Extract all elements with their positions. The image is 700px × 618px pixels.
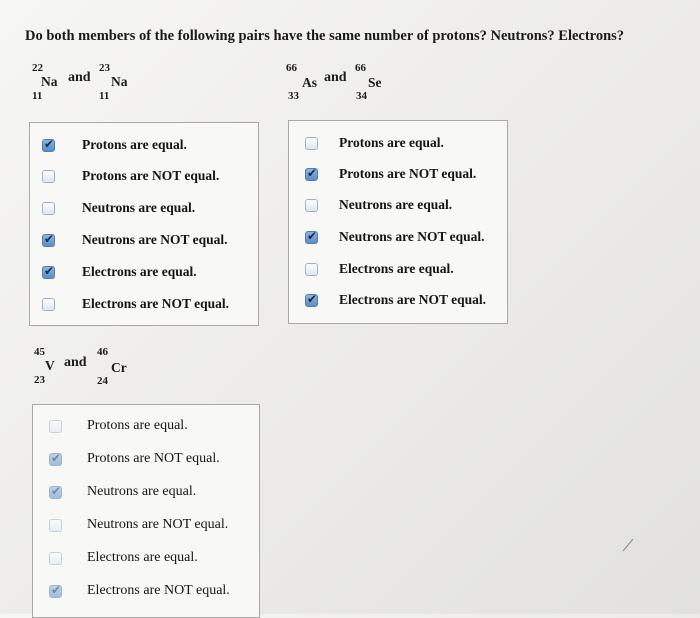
pair-2-connector: and (324, 70, 347, 85)
pair-1-label-2: Protons are NOT equal. (82, 168, 220, 183)
checkmark-icon: ✔ (51, 484, 62, 498)
pair-1-right-mass: 23 (99, 62, 110, 74)
checkmark-icon: ✔ (44, 264, 55, 278)
pair-2-answer-box (288, 120, 508, 324)
pair-1-option-1[interactable] (30, 136, 258, 156)
pair-3-option-2[interactable] (33, 450, 259, 470)
pair-1-option-5[interactable] (30, 263, 258, 283)
pair-2-checkbox-1[interactable] (305, 137, 318, 150)
pair-2-label-2: Protons are NOT equal. (339, 166, 477, 181)
pair-2-checkbox-3[interactable] (305, 199, 318, 212)
question-text: Do both members of the following pairs have the same number of protons? Neutrons? Electrons? (25, 28, 625, 44)
checkmark-icon: ✔ (51, 583, 62, 597)
pair-3-checkbox-5[interactable] (49, 552, 62, 565)
checkmark-icon: ✔ (307, 229, 318, 243)
pair-3-label-5: Electrons are equal. (87, 550, 198, 565)
pair-3-label-6: Electrons are NOT equal. (87, 583, 230, 598)
pair-1-checkbox-2[interactable] (42, 170, 55, 183)
pair-1-label-6: Electrons are NOT equal. (82, 296, 230, 311)
pair-2-label-3: Neutrons are equal. (339, 197, 453, 212)
pair-1-checkbox-1[interactable] (42, 139, 55, 152)
pair-3-option-1[interactable] (33, 417, 259, 437)
pair-3-checkbox-4[interactable] (49, 519, 62, 532)
pair-2-right-atomic: 34 (356, 90, 367, 102)
pair-2-label-1: Protons are equal. (339, 135, 444, 150)
pair-2-left-atomic: 33 (288, 90, 299, 102)
pair-3-label-4: Neutrons are NOT equal. (87, 517, 229, 532)
pair-3-right-symbol: Cr (111, 360, 127, 375)
pair-1-option-4[interactable] (30, 231, 258, 251)
pair-3-left-symbol: V (45, 358, 55, 373)
checkmark-icon: ✔ (44, 232, 55, 246)
pair-2-right-mass: 66 (355, 62, 366, 74)
pair-1-answer-box (29, 122, 259, 326)
pair-3-option-5[interactable] (33, 549, 259, 569)
pair-2-checkbox-5[interactable] (305, 263, 318, 276)
pair-3-label-2: Protons are NOT equal. (87, 451, 220, 466)
pair-2-left-mass: 66 (286, 62, 297, 74)
checkmark-icon: ✔ (307, 292, 318, 306)
pair-1-label-4: Neutrons are NOT equal. (82, 232, 228, 247)
pair-2-option-5[interactable] (289, 260, 507, 280)
pair-3-right-mass: 46 (97, 346, 108, 358)
pair-1-right-symbol: Na (111, 74, 128, 89)
pair-1-label-3: Neutrons are equal. (82, 200, 196, 215)
pair-2-option-3[interactable] (289, 196, 507, 216)
pair-2-option-6[interactable] (289, 291, 507, 311)
pen-mark (622, 538, 634, 552)
pair-2-checkbox-6[interactable] (305, 294, 318, 307)
pair-2-label-4: Neutrons are NOT equal. (339, 229, 485, 244)
pair-3-answer-box (32, 404, 260, 618)
pair-3-checkbox-1[interactable] (49, 420, 62, 433)
pair-3-option-4[interactable] (33, 516, 259, 536)
pair-2-left-symbol: As (302, 75, 318, 90)
pair-1-left-atomic: 11 (32, 90, 43, 102)
pair-3-checkbox-3[interactable] (49, 486, 62, 499)
pair-3-checkbox-6[interactable] (49, 585, 62, 598)
pair-1-left-mass: 22 (32, 62, 43, 74)
pair-1-label-5: Electrons are equal. (82, 264, 197, 279)
pair-3-left-mass: 45 (34, 346, 45, 358)
pair-3-label-1: Protons are equal. (87, 418, 188, 433)
pair-1-option-6[interactable] (30, 295, 258, 315)
pair-1-checkbox-4[interactable] (42, 234, 55, 247)
pair-3-label-3: Neutrons are equal. (87, 484, 197, 499)
pair-2-label-5: Electrons are equal. (339, 261, 454, 276)
pair-3-option-6[interactable] (33, 582, 259, 602)
pair-1-option-3[interactable] (30, 199, 258, 219)
pair-2-right-symbol: Se (368, 75, 382, 90)
pair-1-connector: and (68, 70, 91, 85)
pair-3-option-3[interactable] (33, 483, 259, 503)
checkmark-icon: ✔ (307, 166, 318, 180)
pair-3-right-atomic: 24 (97, 375, 108, 387)
pair-2-option-2[interactable] (289, 165, 507, 185)
pair-3-left-atomic: 23 (34, 374, 45, 386)
pair-2-checkbox-2[interactable] (305, 168, 318, 181)
pair-2-label-6: Electrons are NOT equal. (339, 292, 487, 307)
pair-1-checkbox-5[interactable] (42, 266, 55, 279)
checkmark-icon: ✔ (44, 137, 55, 151)
pair-1-checkbox-3[interactable] (42, 202, 55, 215)
pair-1-left-symbol: Na (41, 74, 58, 89)
pair-3-checkbox-2[interactable] (49, 453, 62, 466)
pair-2-option-1[interactable] (289, 134, 507, 154)
pair-2-option-4[interactable] (289, 228, 507, 248)
checkmark-icon: ✔ (51, 451, 62, 465)
pair-2-checkbox-4[interactable] (305, 231, 318, 244)
pair-1-right-atomic: 11 (99, 90, 110, 102)
pair-1-checkbox-6[interactable] (42, 298, 55, 311)
pair-1-label-1: Protons are equal. (82, 137, 187, 152)
pair-3-connector: and (64, 355, 87, 370)
pair-1-option-2[interactable] (30, 167, 258, 187)
